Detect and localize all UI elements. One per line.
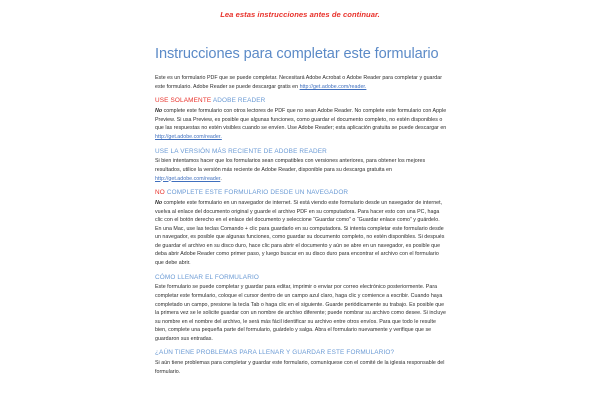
- paragraph-text: Este formulario se puede completar y guardar para editar, imprimir o enviar por correo electrónico posteriormente. Para completar este formulario, coloque el cursor dentro de un campo azul claro, haga clic y comience a escribir. Cuando haya completado un campo, presione la tecla Tab o haga clic en el siguiente. Guarde periódicamente su trabajo. Es posible que la primera vez se le solicite guardar con un nombre de archivo diferente; puede nombrar su archivo como desee. Si incluye su nombre en el nombre del archivo, le será más fácil identificar su archivo entre otros envíos. Para que todo le resulte bien, complete una pequeña parte del formulario, guárdelo y salga. Abra el formulario nuevamente y verifique que se guardaron sus entradas.: [155, 284, 446, 342]
- heading-rest: CÓMO LLENAR EL FORMULARIO: [155, 273, 260, 281]
- heading-rest: USE LA VERSIÓN MÁS RECIENTE DE ADOBE READER: [155, 147, 327, 155]
- paragraph-text: complete este formulario con otros lectores de PDF que no sean Adobe Reader. No complete este formulario con Apple Preview. Si usa Preview, es posible que algunas funciones, como guardar el documento completo, no estén disponibles o que las respuestas no estén visibles cuando se envíen. Use Adobe Reader; esta aplicación gratuita se puede descargar en: [155, 108, 447, 132]
- paragraph-text: Si bien intentamos hacer que los formularios sean compatibles con versiones anteriores, para obtener los mejores resultados, utilice la versión más reciente de Adobe Reader, disponible para su descarga gratuita en: [155, 158, 426, 173]
- document-content: [155, 45, 447, 381]
- section-heading-use-solamente-adobe-reader: [155, 97, 447, 105]
- section-paragraph-use-solamente-adobe-reader: [155, 107, 447, 141]
- paragraph-text-tail: .: [220, 175, 222, 182]
- paragraph-text: Si aún tiene problemas para completar y guardar este formulario, comuníquese con el comité de la iglesia responsable del formulario.: [155, 360, 445, 375]
- section-heading-version-reciente: [155, 148, 447, 156]
- section-heading-como-llenar: [155, 274, 447, 282]
- heading-highlight: NO: [155, 189, 167, 197]
- intro-text: Este es un formulario PDF que se puede completar. Necesitará Adobe Acrobat o Adobe Reader para completar y guardar este formulario. Adobe Reader se puede descargar gratis en: [155, 75, 443, 90]
- section-group: [155, 97, 447, 376]
- top-notice: Lea estas instrucciones antes de continuar.: [220, 10, 380, 19]
- section-heading-no-navegador: [155, 189, 447, 197]
- heading-rest: COMPLETE ESTE FORMULARIO DESDE UN NAVEGADOR: [166, 189, 349, 197]
- adobe-reader-link[interactable]: http://get.adobe.com/reader.: [299, 83, 367, 90]
- section-paragraph-problemas: [155, 359, 447, 376]
- heading-rest: ADOBE READER: [212, 97, 266, 105]
- intro-paragraph: [155, 74, 447, 91]
- section-paragraph-version-reciente: [155, 157, 447, 183]
- heading-rest: ¿AÚN TIENE PROBLEMAS PARA LLENAR Y GUARDAR ESTE FORMULARIO?: [155, 349, 395, 357]
- section-paragraph-no-navegador: [155, 199, 447, 268]
- adobe-reader-link[interactable]: http://get.adobe.com/reader: [155, 175, 221, 182]
- adobe-reader-link[interactable]: http://get.adobe.com/reader.: [155, 133, 222, 140]
- paragraph-lead-emphasis: No: [155, 108, 163, 115]
- section-heading-problemas: [155, 349, 447, 357]
- page-title: Instrucciones para completar este formulario: [155, 46, 439, 62]
- section-paragraph-como-llenar: [155, 283, 447, 343]
- paragraph-text: complete este formulario en un navegador de internet. Si está viendo este formulario desde un navegador de internet, vuelva al enlace del documento original y guarde el archivo PDF en su computadora. Para hacer esto con una PC, haga clic con el botón derecho en el enlace del documento y seleccione “Guardar como” o “Guardar enlace como” y guárdelo. En una Mac, use las teclas Comando + clic para guardarlo en su computadora. Si intenta completar este formulario desde un navegador, es posible que algunas funciones, como guardar su documento completo, no estén disponibles. Si después de guardar el archivo en su disco duro, hace clic para abrir el documento y aún se abre en un navegador, es posible que deba abrir Adobe Reader como primer paso, y luego buscar en su disco duro para encontrar el archivo con el formulario que debe abrir.: [155, 199, 445, 266]
- heading-highlight: USE SOLAMENTE: [155, 97, 213, 105]
- paragraph-lead-emphasis: No: [155, 199, 163, 206]
